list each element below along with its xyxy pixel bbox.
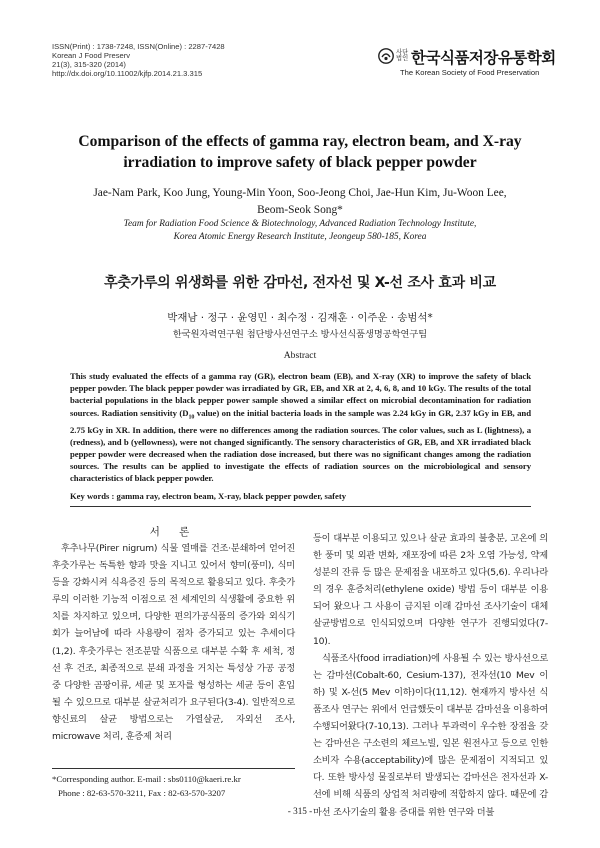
abstract-text: This study evaluated the effects of a gamma ray (GR), electron beam (EB), and X-ray (XR) to improve the safety of black pepper powder. The black pepper powder was irradiated by GR, EB, and XR at 2, 4, 6, 8, and 10 kGy. The results of the total bacterial populations in the black pepper power sample showed a similar effect on microbial decontamination for radiation sources. Radiation sensitivity ($D_{10}$ value) on the initial bacteria loads in the sample was 2.24 kGy in GR, 2.37 kGy in EB, and 2.75 kGy in XR. In addition, there were no differences among the radiation sources. The color values, such as L (lightness), a (redness), and b (yellowness), were not changed significantly. The sensory characteristics of GR, EB, and XR irradiated black pepper powder were decreased when the radiation dose increased, but there was no significant changes among the radiation sources. The results can be applied to investigate the effects of radiation sources on the microbiological and sensory characteristics of black pepper powder.: [70, 371, 531, 484]
authors-line-1: Jae-Nam Park, Koo Jung, Young-Min Yoon, Soo-Jeong Choi, Jae-Hun Kim, Ju-Woon Lee,: [93, 187, 507, 199]
society-logo: [378, 46, 558, 86]
intro-paragraph-2: 등이 대부분 이용되고 있으나 살균 효과의 불충분, 고온에 의한 풍미 및 외관 변화, 재포장에 따른 2차 오염 가능성, 약제성분의 잔류 등 많은 문제점을 내포하고 있다(5,6). 우리나라의 경우 훈증처리(ethylene oxide) 방법 등이 대부분 이용되어 왔으나 그 사용이 금지된 이래 감마선 조사기술이 대체 살균방법으로 인식되었으며 다양한 연구가 진행되었다(7-10).: [313, 533, 548, 647]
society-english-name: The Korean Society of Food Preservation: [400, 68, 540, 77]
keywords: Key words : gamma ray, electron beam, X-ray, black pepper powder, safety: [70, 490, 347, 501]
page-number: - 315 -: [287, 806, 313, 816]
korean-authors: 박재남 · 정구 · 윤영민 · 최수정 · 김재훈 · 이주운 · 송범석*: [167, 312, 433, 324]
intro-paragraph-1: 후추나무(Pirer nigrum) 식물 열매를 건조·분쇄하여 얻어진 후춧가루는 독특한 향과 맛을 지니고 있어서 향미(풍미), 식미 등을 강화시켜 식욕증진 등의 목적으로 활용되고 있다. 후춧가루의 이러한 기능적 이점으로 전 세계인의 식생활에 중요한 위치를 차지하고 있으며, 다양한 편의가공식품의 증가와 외식기회가 늘어남에 따라 사용량이 점차 증가되고 있는 추세이다(1,2). 후춧가루는 전조분말 식품으로 대부분 수확 후 세척, 정선 후 건조, 최종적으로 분쇄 과정을 거치는 특성상 가공 공정 중 다양한 곰팡이류, 세균 및 포자를 형성하는 세균 등이 혼입될 수 있으므로 대부분 살균처리가 요구된다(3-4). 일반적으로 향신료의 살균 방법으로는 가열살균, 자외선 조사, microwave 처리, 훈증제 처리: [52, 543, 295, 743]
volume-line: 21(3), 315-320 (2014): [52, 60, 126, 69]
intro-paragraph-3: 식품조사(food irradiation)에 사용될 수 있는 방사선으로는 감마선(Cobalt-60, Cesium-137), 전자선(10 Mev 이하) 및 X-선(5 Mev 이하)이다(11,12). 현재까지 방사선 식품조사 연구는 위에서 언급했듯이 대부분 감마선을 이용하여 수행되어왔다(7-10,13). 그러나 투과력이 우수한 장점을 갖는 감마선은 구소련의 체르노빌, 일본 원전사고 등으로 인한 소비자 수용(acceptability)에 많은 문제점이 지적되고 있다. 또한 방사성 물질로부터 발생되는 감마선은 전자선과 X-선에 비해 식품의 상업적 처리량에 적합하지 않다. 때문에 감마선 조사기술의 활용 증대를 위한 연구와 더불: [313, 652, 548, 818]
journal-name: Korean J Food Preserv: [52, 51, 131, 60]
authors-line-2: Beom-Seok Song*: [257, 203, 343, 216]
footnote-divider: [52, 768, 295, 769]
title-line-2: irradiation to improve safety of black pepper powder: [123, 154, 477, 171]
abstract-divider: [70, 506, 531, 507]
title-line-1: Comparison of the effects of gamma ray, electron beam, and X-ray: [78, 133, 522, 150]
paper-title: [40, 131, 560, 173]
abstract-heading: Abstract: [283, 350, 317, 361]
logo-small-label: 사단 법인: [396, 49, 409, 63]
society-emblem-icon: [378, 48, 394, 64]
body-column-left: [52, 540, 295, 745]
affiliation-line-1: Team for Radiation Food Science & Biotechnology, Advanced Radiation Technology Institute,: [123, 219, 477, 229]
body-column-right: [313, 530, 548, 821]
korean-title: 후춧가루의 위생화를 위한 감마선, 전자선 및 X-선 조사 효과 비교: [104, 275, 496, 291]
journal-meta: [52, 42, 292, 78]
doi-link[interactable]: http://dx.doi.org/10.11002/kjfp.2014.21.3.315: [52, 69, 203, 78]
affiliation-line-2: Korea Atomic Energy Research Institute, Jeongeup 580-185, Korea: [173, 232, 427, 242]
abstract-block: [70, 370, 531, 501]
section-heading-introduction: 서 론: [149, 526, 198, 538]
d10-subscript: 10: [188, 414, 195, 421]
korean-affiliation: 한국원자력연구원 첨단방사선연구소 방사선식품생명공학연구팀: [172, 329, 428, 340]
affiliation: [40, 218, 560, 244]
issn-line: ISSN(Print) : 1738-7248, ISSN(Online) : 2287-7428: [52, 42, 225, 51]
author-list: [40, 185, 560, 218]
corresponding-author-footnote: [52, 773, 302, 800]
society-korean-name: 한국식품저장유통학회: [411, 49, 556, 67]
footnote-phone: Phone : 82-63-570-3211, Fax : 82-63-570-3207: [58, 787, 226, 798]
footnote-email: *Corresponding author. E-mail : sbs0110@kaeri.re.kr: [52, 774, 241, 784]
